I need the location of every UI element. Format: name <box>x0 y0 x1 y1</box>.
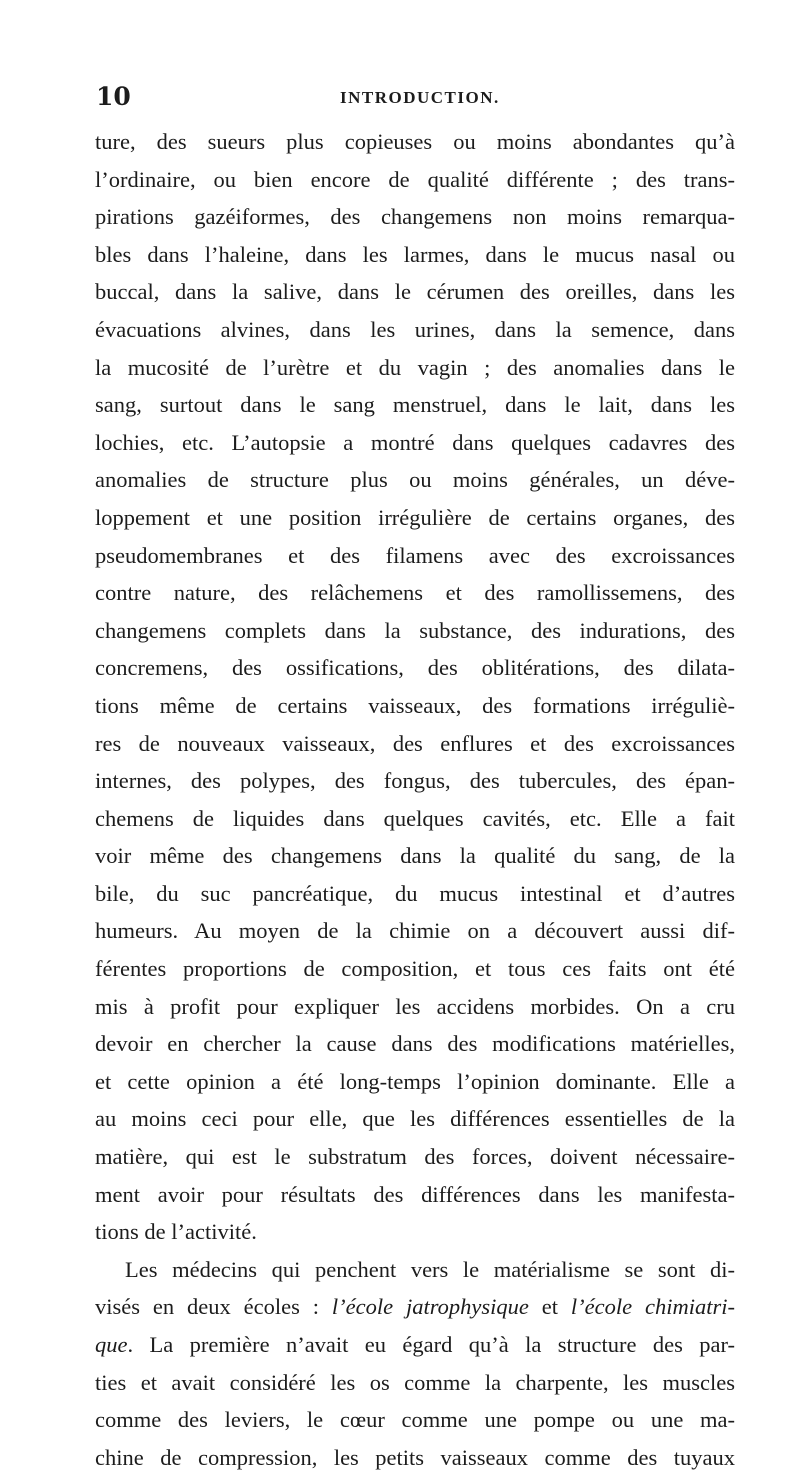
text-line: devoir en chercher la cause dans des modifications matérielles, <box>95 1031 735 1057</box>
body-text <box>95 123 735 1476</box>
running-head: INTRODUCTION. <box>340 88 500 107</box>
text-line: pseudomembranes et des filamens avec des excroissances <box>95 542 735 568</box>
text-line: concremens, des ossifications, des oblitérations, des dilata- <box>95 655 735 681</box>
text-line: et cette opinion a été long-temps l’opinion dominante. Elle a <box>95 1068 735 1094</box>
text-line: au moins ceci pour elle, que les différences essentielles de la <box>95 1106 735 1132</box>
text-span: . La première n’avait eu égard qu’à la structure des par- <box>127 1332 735 1357</box>
text-line-with-italics <box>95 1326 735 1364</box>
text-line: ture, des sueurs plus copieuses ou moins abondantes qu’à <box>95 129 735 154</box>
text-line: ties et avait considéré les os comme la charpente, les muscles <box>95 1369 735 1395</box>
text-line: buccal, dans la salive, dans le cérumen des oreilles, dans les <box>95 279 735 305</box>
text-line: évacuations alvines, dans les urines, dans la semence, dans <box>95 316 735 342</box>
text-line: lochies, etc. L’autopsie a montré dans quelques cadavres des <box>95 429 735 455</box>
text-line-with-italics <box>95 1288 735 1326</box>
text-span: visés en deux écoles : <box>95 1294 332 1320</box>
text-line: pirations gazéiformes, des changemens non moins remarqua- <box>95 204 735 230</box>
text-line: ment avoir pour résultats des différences dans les manifesta- <box>95 1181 735 1207</box>
italic-term: que <box>95 1332 128 1357</box>
text-line: internes, des polypes, des fongus, des tubercules, des épan- <box>95 768 735 794</box>
text-line: contre nature, des relâchemens et des ramollissemens, des <box>95 580 735 606</box>
text-line: anomalies de structure plus ou moins générales, un déve- <box>95 467 735 493</box>
text-line: humeurs. Au moyen de la chimie on a découvert aussi dif- <box>95 918 735 944</box>
text-line: la mucosité de l’urètre et du vagin ; des anomalies dans le <box>95 354 735 380</box>
text-line: bile, du suc pancréatique, du mucus intestinal et d’autres <box>95 880 735 906</box>
text-line: loppement et une position irrégulière de certains organes, des <box>95 504 735 530</box>
text-line: bles dans l’haleine, dans les larmes, dans le mucus nasal ou <box>95 241 735 267</box>
text-line: l’ordinaire, ou bien encore de qualité différente ; des trans- <box>95 166 735 192</box>
page-number: 10 <box>96 82 131 111</box>
text-line: chemens de liquides dans quelques cavités, etc. Elle a fait <box>95 805 735 831</box>
text-line: férentes proportions de composition, et tous ces faits ont été <box>95 956 735 982</box>
text-line: mis à profit pour expliquer les accidens morbides. On a cru <box>95 993 735 1019</box>
italic-term: l’école chimiatri- <box>570 1294 735 1320</box>
italic-term: l’école jatrophysique <box>331 1294 529 1320</box>
text-line: res de nouveaux vaisseaux, des enflures et des excroissances <box>95 730 735 756</box>
text-line: comme des leviers, le cœur comme une pompe ou une ma- <box>95 1407 735 1433</box>
text-line: sang, surtout dans le sang menstruel, dans le lait, dans les <box>95 392 735 418</box>
text-line: voir même des changemens dans la qualité du sang, de la <box>95 843 735 869</box>
text-line: changemens complets dans la substance, des indurations, des <box>95 617 735 643</box>
text-span: et <box>528 1294 571 1320</box>
paragraph-start-line: Les médecins qui penchent vers le matérialisme se sont di- <box>125 1256 735 1282</box>
text-line: tions même de certains vaisseaux, des formations irréguliè- <box>95 692 735 718</box>
text-line: chine de compression, les petits vaisseaux comme des tuyaux <box>95 1444 735 1470</box>
text-line: matière, qui est le substratum des forces, doivent nécessaire- <box>95 1144 735 1170</box>
page-header <box>0 82 801 112</box>
text-line: tions de l’activité. <box>95 1219 257 1245</box>
